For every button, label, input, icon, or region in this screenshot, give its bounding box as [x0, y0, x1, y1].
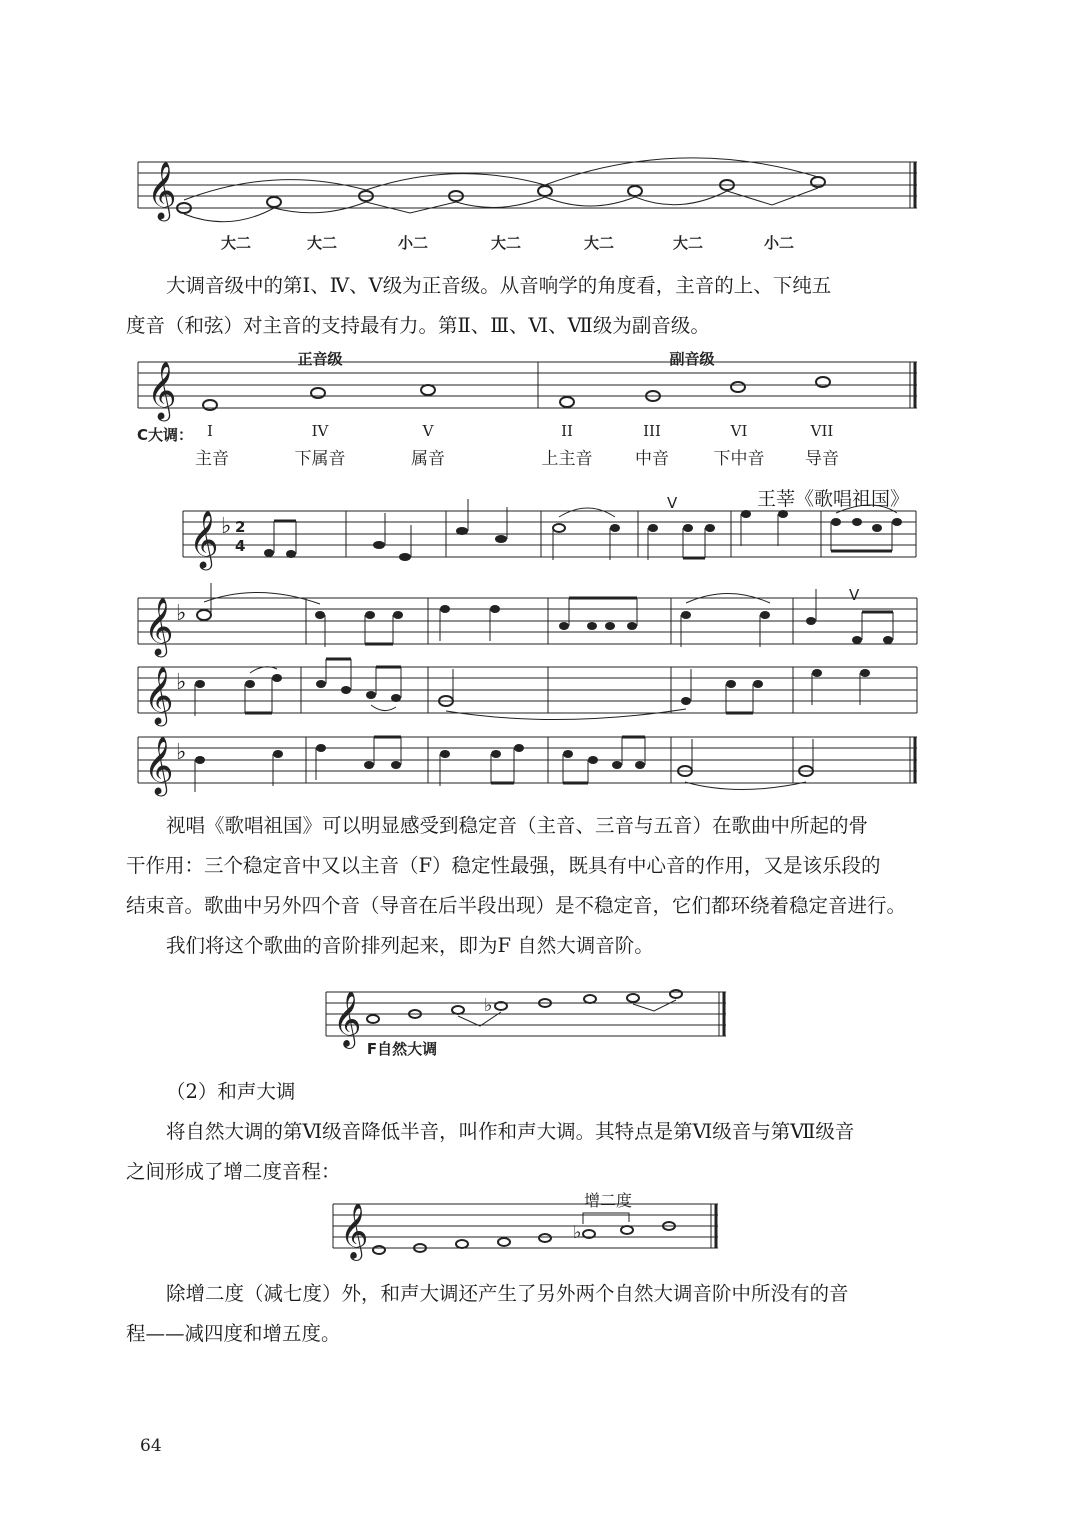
svg-text:♭: ♭ [176, 740, 187, 765]
roman-numeral: I [207, 422, 213, 440]
degree-name: 导音 [805, 449, 839, 469]
svg-text:𝄞: 𝄞 [333, 991, 362, 1047]
degree-name: 下属音 [294, 449, 346, 469]
paragraph-line: 度音（和弦）对主音的支持最有力。第Ⅱ、Ⅲ、Ⅵ、Ⅶ级为副音级。 [126, 314, 710, 337]
svg-text:2: 2 [235, 518, 246, 536]
svg-text:𝄞: 𝄞 [144, 736, 174, 794]
paragraph-line: 结束音。歌曲中另外四个音（导音在后半段出现）是不稳定音，它们都环绕着稳定音进行。 [126, 894, 907, 917]
interval-label: 大二 [306, 234, 338, 252]
paragraph-line: 视唱《歌唱祖国》可以明显感受到稳定音（主音、三音与五音）在歌曲中所起的骨 [166, 814, 869, 837]
interval-label: 大二 [490, 234, 522, 252]
interval-label: 大二 [672, 234, 704, 252]
key-label: C大调： [136, 426, 194, 444]
svg-text:𝄞: 𝄞 [147, 161, 177, 219]
paragraph-line: 程——减四度和增五度。 [126, 1322, 341, 1345]
section-heading: （2）和声大调 [166, 1080, 296, 1103]
svg-text:𝄞: 𝄞 [144, 597, 174, 655]
degree-name: 属音 [411, 449, 445, 469]
svg-text:4: 4 [235, 537, 246, 555]
svg-text:♭: ♭ [573, 1222, 582, 1243]
degree-name: 主音 [195, 449, 229, 469]
paragraph-line: 之间形成了增二度音程： [126, 1160, 341, 1183]
secondary-degrees-title: 副音级 [669, 350, 715, 368]
paragraph-line: 除增二度（减七度）外，和声大调还产生了另外两个自然大调音阶中所没有的音 [166, 1282, 849, 1305]
interval-label: 小二 [397, 234, 429, 252]
svg-text:♭: ♭ [176, 601, 187, 626]
roman-numeral: II [561, 422, 573, 440]
svg-text:𝄞: 𝄞 [147, 361, 177, 419]
paragraph-line: 将自然大调的第Ⅵ级音降低半音，叫作和声大调。其特点是第Ⅵ级音与第Ⅶ级音 [166, 1120, 855, 1143]
paragraph-line: 干作用：三个稳定音中又以主音（F）稳定性最强，既具有中心音的作用，又是该乐段的 [126, 854, 881, 877]
svg-text:V: V [849, 586, 860, 604]
roman-numeral: III [643, 422, 661, 440]
aug2-label: 增二度 [583, 1191, 633, 1210]
page-number: 64 [140, 1436, 162, 1456]
roman-numeral: IV [311, 422, 329, 440]
svg-text:𝄞: 𝄞 [189, 510, 219, 568]
degree-name: 下中音 [713, 449, 765, 469]
paragraph-line: 我们将这个歌曲的音阶排列起来，即为F 自然大调音阶。 [166, 934, 654, 957]
paragraph-line: 大调音级中的第Ⅰ、Ⅳ、Ⅴ级为正音级。从音响学的角度看，主音的上、下纯五 [166, 274, 832, 297]
interval-label: 小二 [763, 234, 795, 252]
roman-numeral: V [422, 422, 434, 440]
svg-text:♭: ♭ [484, 995, 493, 1016]
svg-text:𝄞: 𝄞 [144, 666, 174, 724]
roman-numeral: VII [810, 422, 834, 440]
roman-numeral: VI [730, 422, 748, 440]
interval-label: 大二 [220, 234, 252, 252]
svg-text:♭: ♭ [221, 514, 232, 539]
svg-text:V: V [667, 494, 678, 512]
f-major-label: F自然大调 [366, 1040, 438, 1058]
degree-name: 上主音 [541, 449, 593, 469]
interval-label: 大二 [583, 234, 615, 252]
degree-name: 中音 [635, 449, 669, 469]
song-credit: 王莘《歌唱祖国》 [757, 488, 910, 510]
svg-text:♭: ♭ [176, 670, 187, 695]
svg-text:𝄞: 𝄞 [340, 1203, 369, 1259]
primary-degrees-title: 正音级 [297, 350, 343, 368]
